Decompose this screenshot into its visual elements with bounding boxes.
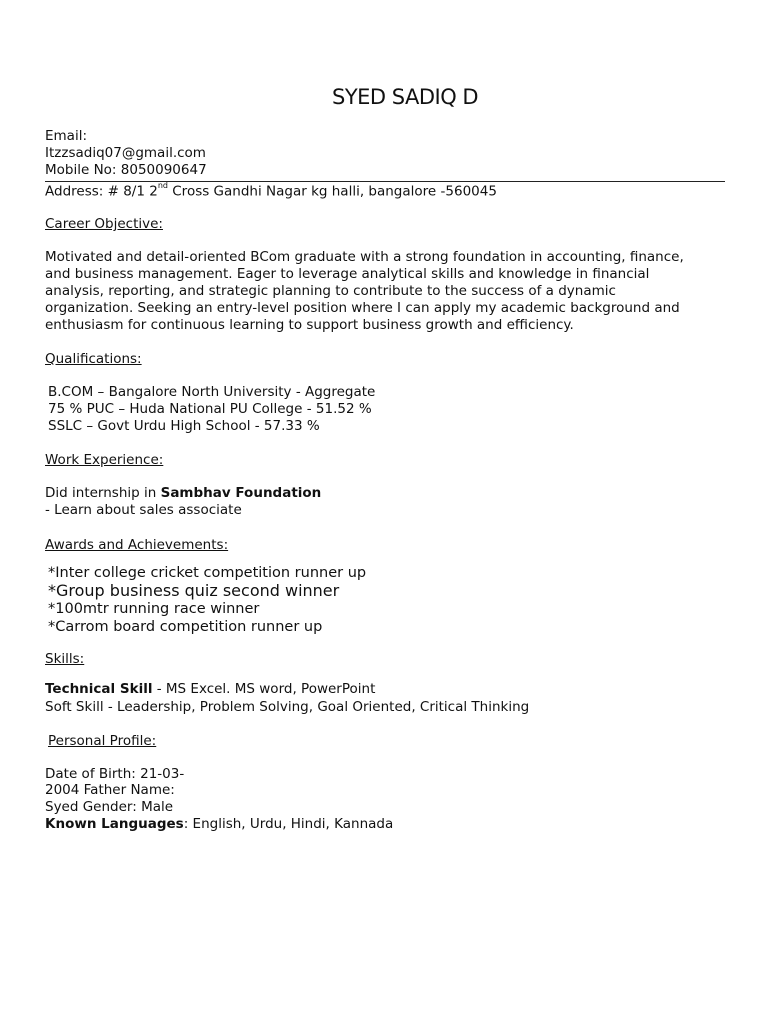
qualification-item: 75 % PUC – Huda National PU College - 51.52 %	[48, 401, 372, 417]
internship-intro: Did internship in	[45, 485, 161, 501]
skills-heading: Skills:	[45, 651, 85, 667]
technical-skill-line	[45, 681, 375, 698]
award-text: Carrom board competition runner up	[55, 619, 323, 635]
qualification-item: SSLC – Govt Urdu High School - 57.33 %	[48, 418, 320, 434]
career-objective-heading: Career Objective:	[45, 216, 163, 232]
career-line: and business management. Eager to leverage analytical skills and knowledge in financial	[45, 266, 650, 282]
soft-skill-value: - Leadership, Problem Solving, Goal Oriented, Critical Thinking	[103, 699, 530, 715]
address-superscript: nd	[157, 181, 168, 190]
award-text: Group business quiz second winner	[56, 581, 340, 600]
known-languages-line	[45, 816, 393, 833]
qualifications-heading: Qualifications:	[45, 351, 142, 367]
candidate-name: SYED SADIQ D	[332, 85, 479, 109]
award-text: Inter college cricket competition runner up	[55, 565, 367, 581]
languages-value: : English, Urdu, Hindi, Kannada	[183, 816, 394, 832]
internship-org: Sambhav Foundation	[160, 485, 322, 501]
awards-heading: Awards and Achievements:	[45, 537, 229, 553]
soft-skill-line	[45, 699, 529, 716]
gender: Syed Gender: Male	[45, 799, 174, 815]
father-name: 2004 Father Name:	[45, 782, 175, 798]
career-line: organization. Seeking an entry-level position where I can apply my academic background and	[45, 300, 680, 316]
award-item	[48, 618, 322, 636]
award-text: 100mtr running race winner	[55, 601, 260, 617]
address	[45, 179, 497, 201]
career-line: analysis, reporting, and strategic planning to contribute to the success of a dynamic	[45, 283, 616, 299]
career-line: enthusiasm for continuous learning to support business growth and efficiency.	[45, 317, 574, 333]
asterisk-icon: *	[48, 581, 56, 600]
asterisk-icon: *	[48, 565, 56, 581]
email-label: Email:	[45, 128, 88, 144]
award-item	[48, 600, 259, 618]
technical-skill-label: Technical Skill	[45, 681, 153, 697]
date-of-birth: Date of Birth: 21-03-	[45, 766, 185, 782]
mobile-number: Mobile No: 8050090647	[45, 162, 207, 178]
career-objective-text	[45, 249, 725, 334]
soft-skill-label: Soft Skill	[45, 699, 104, 715]
internship-line	[45, 485, 321, 502]
qualification-item: B.COM – Bangalore North University - Aggregate	[48, 384, 376, 400]
personal-profile-heading: Personal Profile:	[48, 733, 157, 749]
asterisk-icon: *	[48, 601, 56, 617]
header-divider	[45, 181, 725, 182]
technical-skill-value: - MS Excel. MS word, PowerPoint	[152, 681, 376, 697]
languages-label: Known Languages	[45, 816, 184, 832]
address-prefix: Address: # 8/1 2	[45, 183, 158, 200]
internship-detail: - Learn about sales associate	[45, 502, 242, 518]
email-address[interactable]: Itzzsadiq07@gmail.com	[45, 145, 206, 161]
award-item	[48, 582, 339, 600]
career-line: Motivated and detail-oriented BCom graduate with a strong foundation in accounting, finance,	[45, 249, 684, 265]
work-experience-heading: Work Experience:	[45, 452, 164, 468]
award-item	[48, 564, 366, 582]
address-rest: Cross Gandhi Nagar kg halli, bangalore -560045	[167, 183, 497, 200]
asterisk-icon: *	[48, 619, 56, 635]
